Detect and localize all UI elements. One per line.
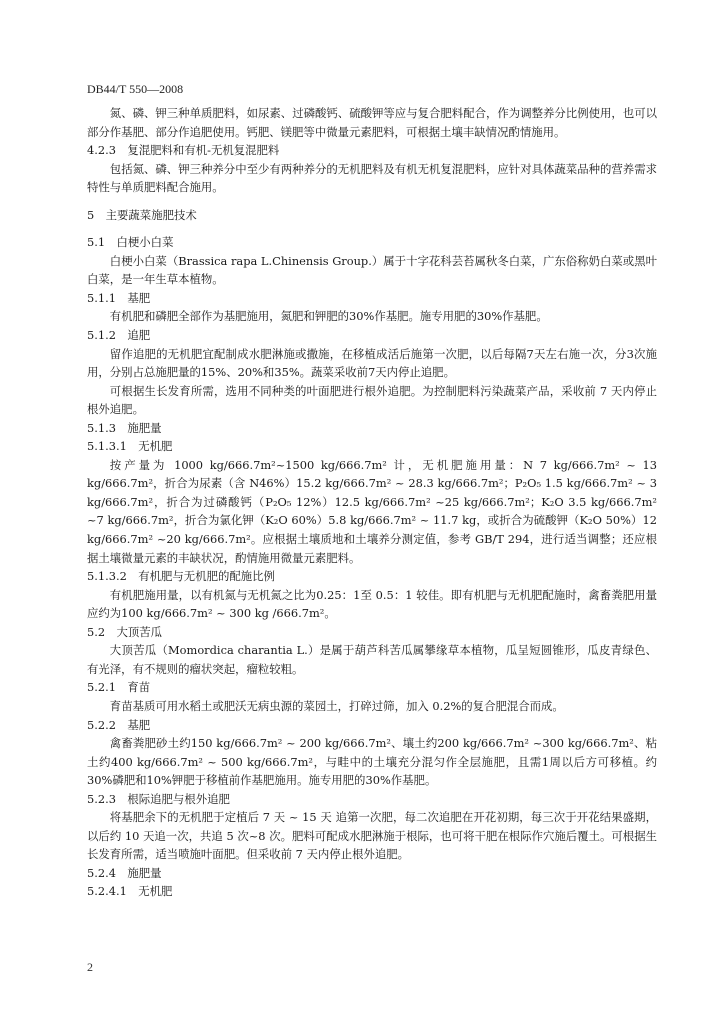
paragraph: 按产量为 1000 kg/666.7m²~1500 kg/666.7m² 计，无机肥施用量：N 7 kg/666.7m² ~ 13 kg/666.7m²，折合为尿素（含 N46%）15.2 kg/666.7m² ~ 28.3 kg/666.7m²；P₂O₅ 1.5 kg/666.7m² ~ 3 kg/666.7m²，折合为过磷酸钙（P₂O₅ 12%）12.5 kg/666.7m² ~25 kg/666.7m²；K₂O 3.5 kg/666.7m² ~7 kg/666.7m²，折合为氯化钾（K₂O 60%）5.8 kg/666.7m² ~ 11.7 kg，或折合为硫酸钾（K₂O 50%）12 kg/666.7m² ~20 kg/666.7m²。应根据土壤质地和土壤养分测定值，参考 GB/T 294，进行适当调整；还应根据土壤微量元素的丰缺状况，酌情施用微量元素肥料。 <box>87 457 657 565</box>
section-heading: 5.1.3.2 有机肥与无机肥的配施比例 <box>87 569 275 584</box>
section-heading: 5.2 大顶苦瓜 <box>87 624 163 639</box>
section-heading: 5.2.2 基肥 <box>87 717 151 732</box>
section-heading: 5.2.1 育苗 <box>87 680 151 695</box>
section-heading: 5.1.1 基肥 <box>87 290 151 305</box>
chapter-heading: 5 主要蔬菜施肥技术 <box>87 207 197 222</box>
section-heading: 5.1.3.1 无机肥 <box>87 439 173 454</box>
paragraph: 育苗基质可用水稻土或肥沃无病虫源的菜园土，打碎过筛，加入 0.2%的复合肥混合而成。 <box>109 698 564 713</box>
section-heading: 5.2.3 根际追肥与根外追肥 <box>87 791 230 806</box>
document-body <box>87 104 657 901</box>
paragraph: 氮、磷、钾三种单质肥料，如尿素、过磷酸钙、硫酸钾等应与复合肥料配合，作为调整养分比例使用，也可以部分作基肥、部分作追肥使用。钙肥、镁肥等中微量元素肥料，可根据土壤丰缺情况酌情施用。 <box>87 106 657 139</box>
doc-code-header: DB44/T 550—2008 <box>87 82 184 96</box>
paragraph: 留作追肥的无机肥宜配制成水肥淋施或撒施，在移植成活后施第一次肥，以后每隔7天左右施一次，分3次施用，分别占总施肥量的15%、20%和35%。蔬菜采收前7天内停止追肥。 <box>87 346 657 380</box>
paragraph: 大顶苦瓜（Momordica charantia L.）是属于葫芦科苦瓜属攀缘草本植物，瓜呈短圆锥形，瓜皮青绿色、有光泽，有不规则的瘤状突起，瘤粒较粗。 <box>87 643 657 676</box>
paragraph: 有机肥施用量，以有机氮与无机氮之比为0.25：1至 0.5：1 较佳。即有机肥与无机肥配施时，禽畜粪肥用量应约为100 kg/666.7m² ~ 300 kg /666.7m²。 <box>87 587 657 621</box>
section-heading: 5.2.4 施肥量 <box>87 865 162 880</box>
section-heading: 5.1.3 施肥量 <box>87 420 162 435</box>
paragraph: 禽畜粪肥砂土约150 kg/666.7m² ~ 200 kg/666.7m²、壤土约200 kg/666.7m² ~300 kg/666.7m²、粘土约400 kg/666.7m² ~ 500 kg/666.7m²，与畦中的土壤充分混匀作全层施肥，且需1周以后方可移植。约30%磷肥和10%钾肥于移植前作基肥施用。施专用肥的30%作基肥。 <box>87 736 657 788</box>
section-heading: 5.1 白梗小白菜 <box>87 235 174 250</box>
section-heading: 5.1.2 追肥 <box>87 328 151 343</box>
section-heading: 5.2.4.1 无机肥 <box>87 884 173 899</box>
section-heading: 4.2.3 复混肥料和有机-无机复混肥料 <box>87 143 280 158</box>
paragraph: 白梗小白菜（Brassica rapa L.Chinensis Group.）属于十字花科芸苔属秋冬白菜，广东俗称奶白菜或黑叶白菜，是一年生草本植物。 <box>87 253 657 287</box>
paragraph: 包括氮、磷、钾三种养分中至少有两种养分的无机肥料及有机无机复混肥料，应针对具体蔬菜品种的营养需求特性与单质肥料配合施用。 <box>87 161 657 195</box>
paragraph: 可根据生长发育所需，选用不同种类的叶面肥进行根外追肥。为控制肥料污染蔬菜产品，采收前 7 天内停止根外追肥。 <box>87 383 657 417</box>
paragraph: 有机肥和磷肥全部作为基肥施用，氮肥和钾肥的30%作基肥。施专用肥的30%作基肥。 <box>109 309 548 324</box>
page-number: 2 <box>87 960 93 974</box>
paragraph: 将基肥余下的无机肥于定植后 7 天 ~ 15 天 追第一次肥，每二次追肥在开花初期，每三次于开花结果盛期，以后约 10 天追一次，共追 5 次~8 次。肥料可配成水肥淋施于根际，也可将干肥在根际作穴施后覆土。可根据生长发育所需，适当喷施叶面肥。但采收前 7 天内停止根外追肥。 <box>87 810 657 862</box>
